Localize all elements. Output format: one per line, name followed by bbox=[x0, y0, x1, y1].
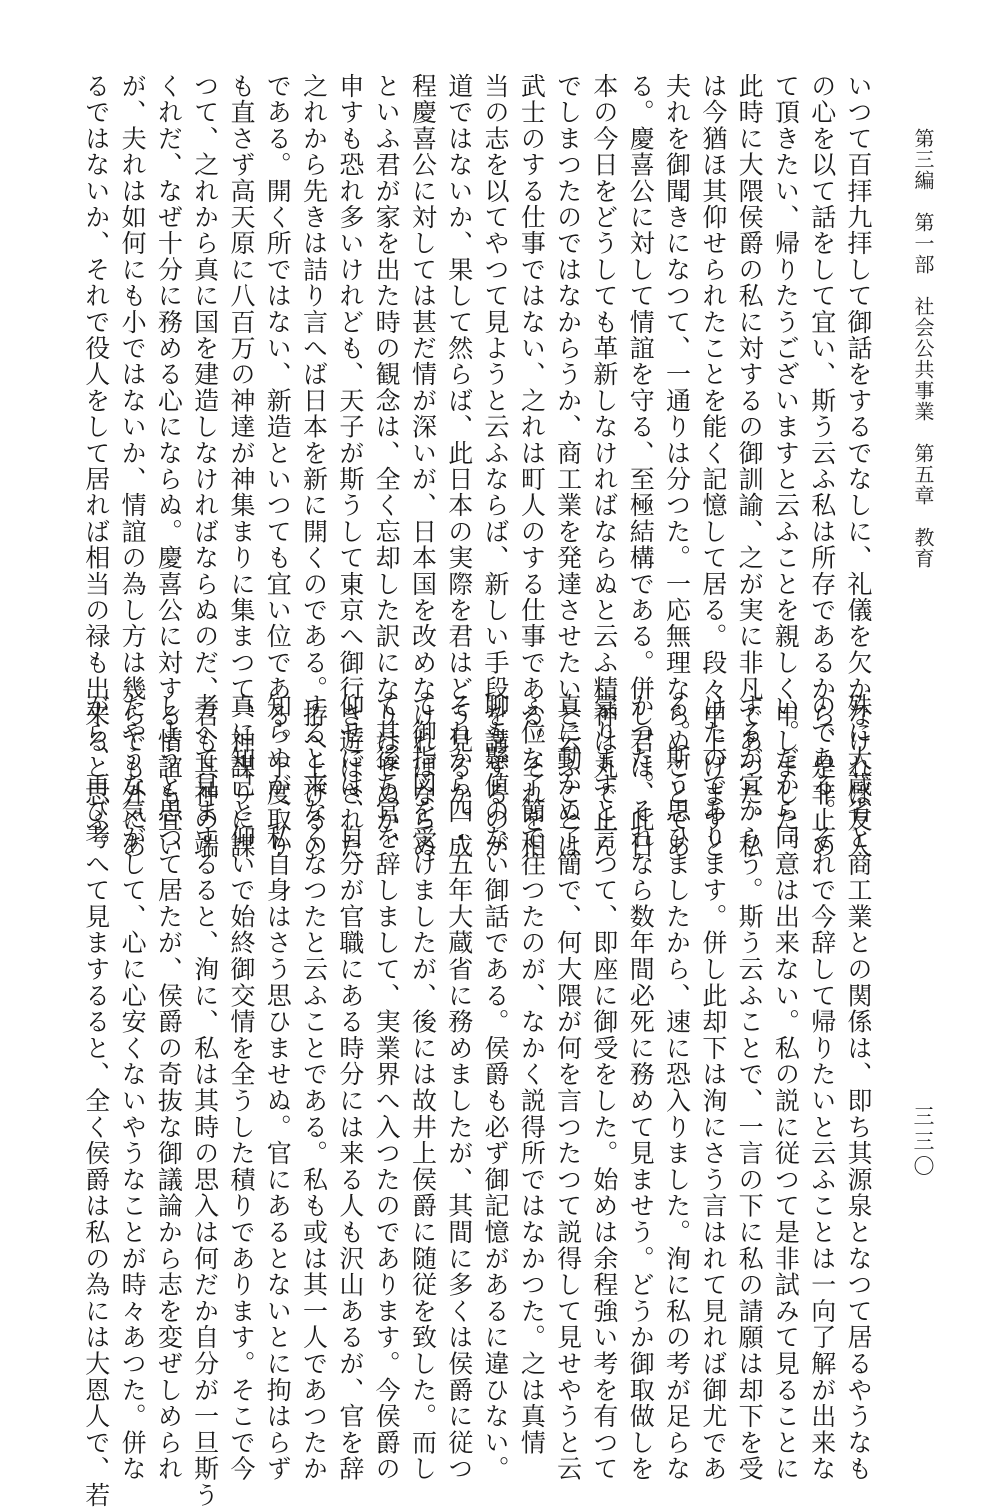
text-line: 程慶喜公に対しては甚だ情が深いが、日本国を改めなければならぬ bbox=[408, 73, 438, 859]
text-line: たやうな気がして、心に心安くないやうなことが時々あつた。併な bbox=[118, 693, 148, 1482]
text-line: いつて百拝九拝して御話をするでなしに、礼儀を欠かなければ友人 bbox=[844, 73, 873, 859]
lower-text-block bbox=[77, 693, 876, 1508]
text-line: の心を以て話をして宜い、斯う云ふ私は所存であるから、是非止め bbox=[807, 73, 837, 859]
text-line: る。斯う思ひましたから、速に恐入りました。洵に私の考が足らな bbox=[662, 693, 692, 1482]
text-line: る。慶喜公に対して情誼を守る、至極結構である。併し君は、此日 bbox=[626, 73, 656, 859]
text-line: 聊も懸値のない御話である。侯爵も必ず御記憶があるに違ひない。 bbox=[481, 693, 511, 1482]
text-line: それから四・五年大蔵省に務めましたが、其間に多くは侯爵に従つ bbox=[444, 693, 474, 1482]
text-line: て頂きたい、帰りたうございますと云ふことを親しく申しました。 bbox=[771, 73, 801, 859]
text-line: 真に知己と仰いで始終御交情を全うした積りであります。そこで今 bbox=[226, 693, 256, 1482]
text-line: 夫れを御聞きになつて、一通りは分つた。一応無理ならぬことであ bbox=[662, 73, 692, 859]
text-line: のである。それで今辞して帰りたいと云ふことは一向了解が出来な bbox=[807, 693, 837, 1482]
text-line: 之れから先きは詰り言へば日本を新に開くのである。拵へ上げるの bbox=[299, 73, 329, 859]
text-line: は今猶ほ其仰せられたことを能く記憶して居る。段々申上げますと bbox=[698, 73, 728, 859]
text-line: 知らぬが、私自身はさう思ひませぬ。官にあるとないとに拘はらず bbox=[263, 693, 293, 1482]
text-line: 殊に大蔵省と商工業との関係は、即ち其源泉となつて居るやうなも bbox=[844, 693, 873, 1482]
page-number: 三三〇 bbox=[911, 1105, 935, 1180]
text-line: 申すも恐れ多いけれども、天子が斯うして東京へ御行き遊ばされた bbox=[335, 73, 365, 859]
text-line: るではないか、それで役人をして居れば相当の禄も出来ると思ふ。 bbox=[81, 73, 111, 859]
text-line: 真に動かぬ了簡で、何大隈が何を言つたつて説得して見せやうと云 bbox=[553, 693, 583, 1482]
text-line: 仰せには、自分が官職にある時分には来る人も沢山あるが、官を辞 bbox=[335, 693, 365, 1482]
text-line: 武士のする仕事ではない、之れは町人のする仕事である。それを相 bbox=[517, 73, 547, 859]
text-line: ふ位な了簡で往つたのが、なかく説得所ではなかつた。之は真情 bbox=[517, 693, 547, 1456]
text-line: 蒙りますと言つて、即座に御受をした。始めは余程強い考を有つて bbox=[589, 693, 619, 1482]
text-line: けたのであります。併し此却下は洵にさう言はれて見れば御尤であ bbox=[698, 693, 728, 1482]
text-line: 道ではないか、果して然らば、此日本の実際を君はどう見るか。成 bbox=[444, 73, 474, 859]
text-line: である。開く所ではない、新造といつても宜い位である。丁度取り bbox=[263, 73, 293, 859]
text-line: くれだ、なぜ十分に務める心にならぬ。慶喜公に対する情誼も宜い bbox=[154, 73, 184, 860]
text-line: 本の今日をどうしても革新しなければならぬと云ふ精神は丸で止ん bbox=[589, 73, 619, 860]
text-line: 考へて見まするると、洵に、私は其時の思入は何だか自分が一旦斯う bbox=[190, 693, 220, 1508]
text-line: も直さず高天原に八百万の神達が神集まりに集まつて、神謀りに謀 bbox=[226, 73, 256, 859]
text-line: て御指図を受けましたが、後には故井上侯爵に随従を致した。而し bbox=[408, 693, 438, 1482]
upper-text-block bbox=[77, 73, 876, 860]
text-line: 当の志を以てやつて見ようと云ふならば、新しい手段を講ずるのが bbox=[481, 73, 511, 860]
text-line: が、夫れは如何にも小ではないか、情誼の為し方は幾らでも外にあ bbox=[118, 73, 148, 859]
text-line: い。だから同意は出来ない。私の説に従つて是非試みて見ることに bbox=[771, 693, 801, 1482]
text-line: がら、再び考へて見まするると、全く侯爵は私の為には大恩人で、若 bbox=[81, 693, 111, 1508]
text-line: すると来なくなつたと云ふことである。私も或は其一人であつたか bbox=[299, 693, 329, 1482]
text-line: つて、之れから真に国を建造しなければならぬのだ、君も其神の端 bbox=[190, 73, 220, 859]
text-line: しようと思つて居たが、侯爵の奇抜な御議論から志を変ぜしめられ bbox=[154, 693, 184, 1482]
text-line: かつた。それなら数年間必死に務めて見ませう。どうか御取做しを bbox=[626, 693, 656, 1482]
text-line: するが宜からう。斯う云ふことで、一言の下に私の請願は却下を受 bbox=[735, 693, 765, 1482]
text-line: でしまつたのではなからうか、商工業を発達させたいと云ふことは bbox=[553, 73, 583, 859]
text-line: 此時に大隈侯爵の私に対するの御訓諭、之が実に非凡であつた。私 bbox=[735, 73, 765, 859]
text-line: て其後ち官を辞しまして、実業界へ入つたのであります。今侯爵の bbox=[372, 693, 402, 1482]
text-line: といふ君が家を出た時の観念は、全く忘却した訳になりはせぬか、 bbox=[372, 73, 402, 859]
running-head: 第三編 第一部 社会公共事業 第五章 教育 bbox=[911, 128, 935, 569]
